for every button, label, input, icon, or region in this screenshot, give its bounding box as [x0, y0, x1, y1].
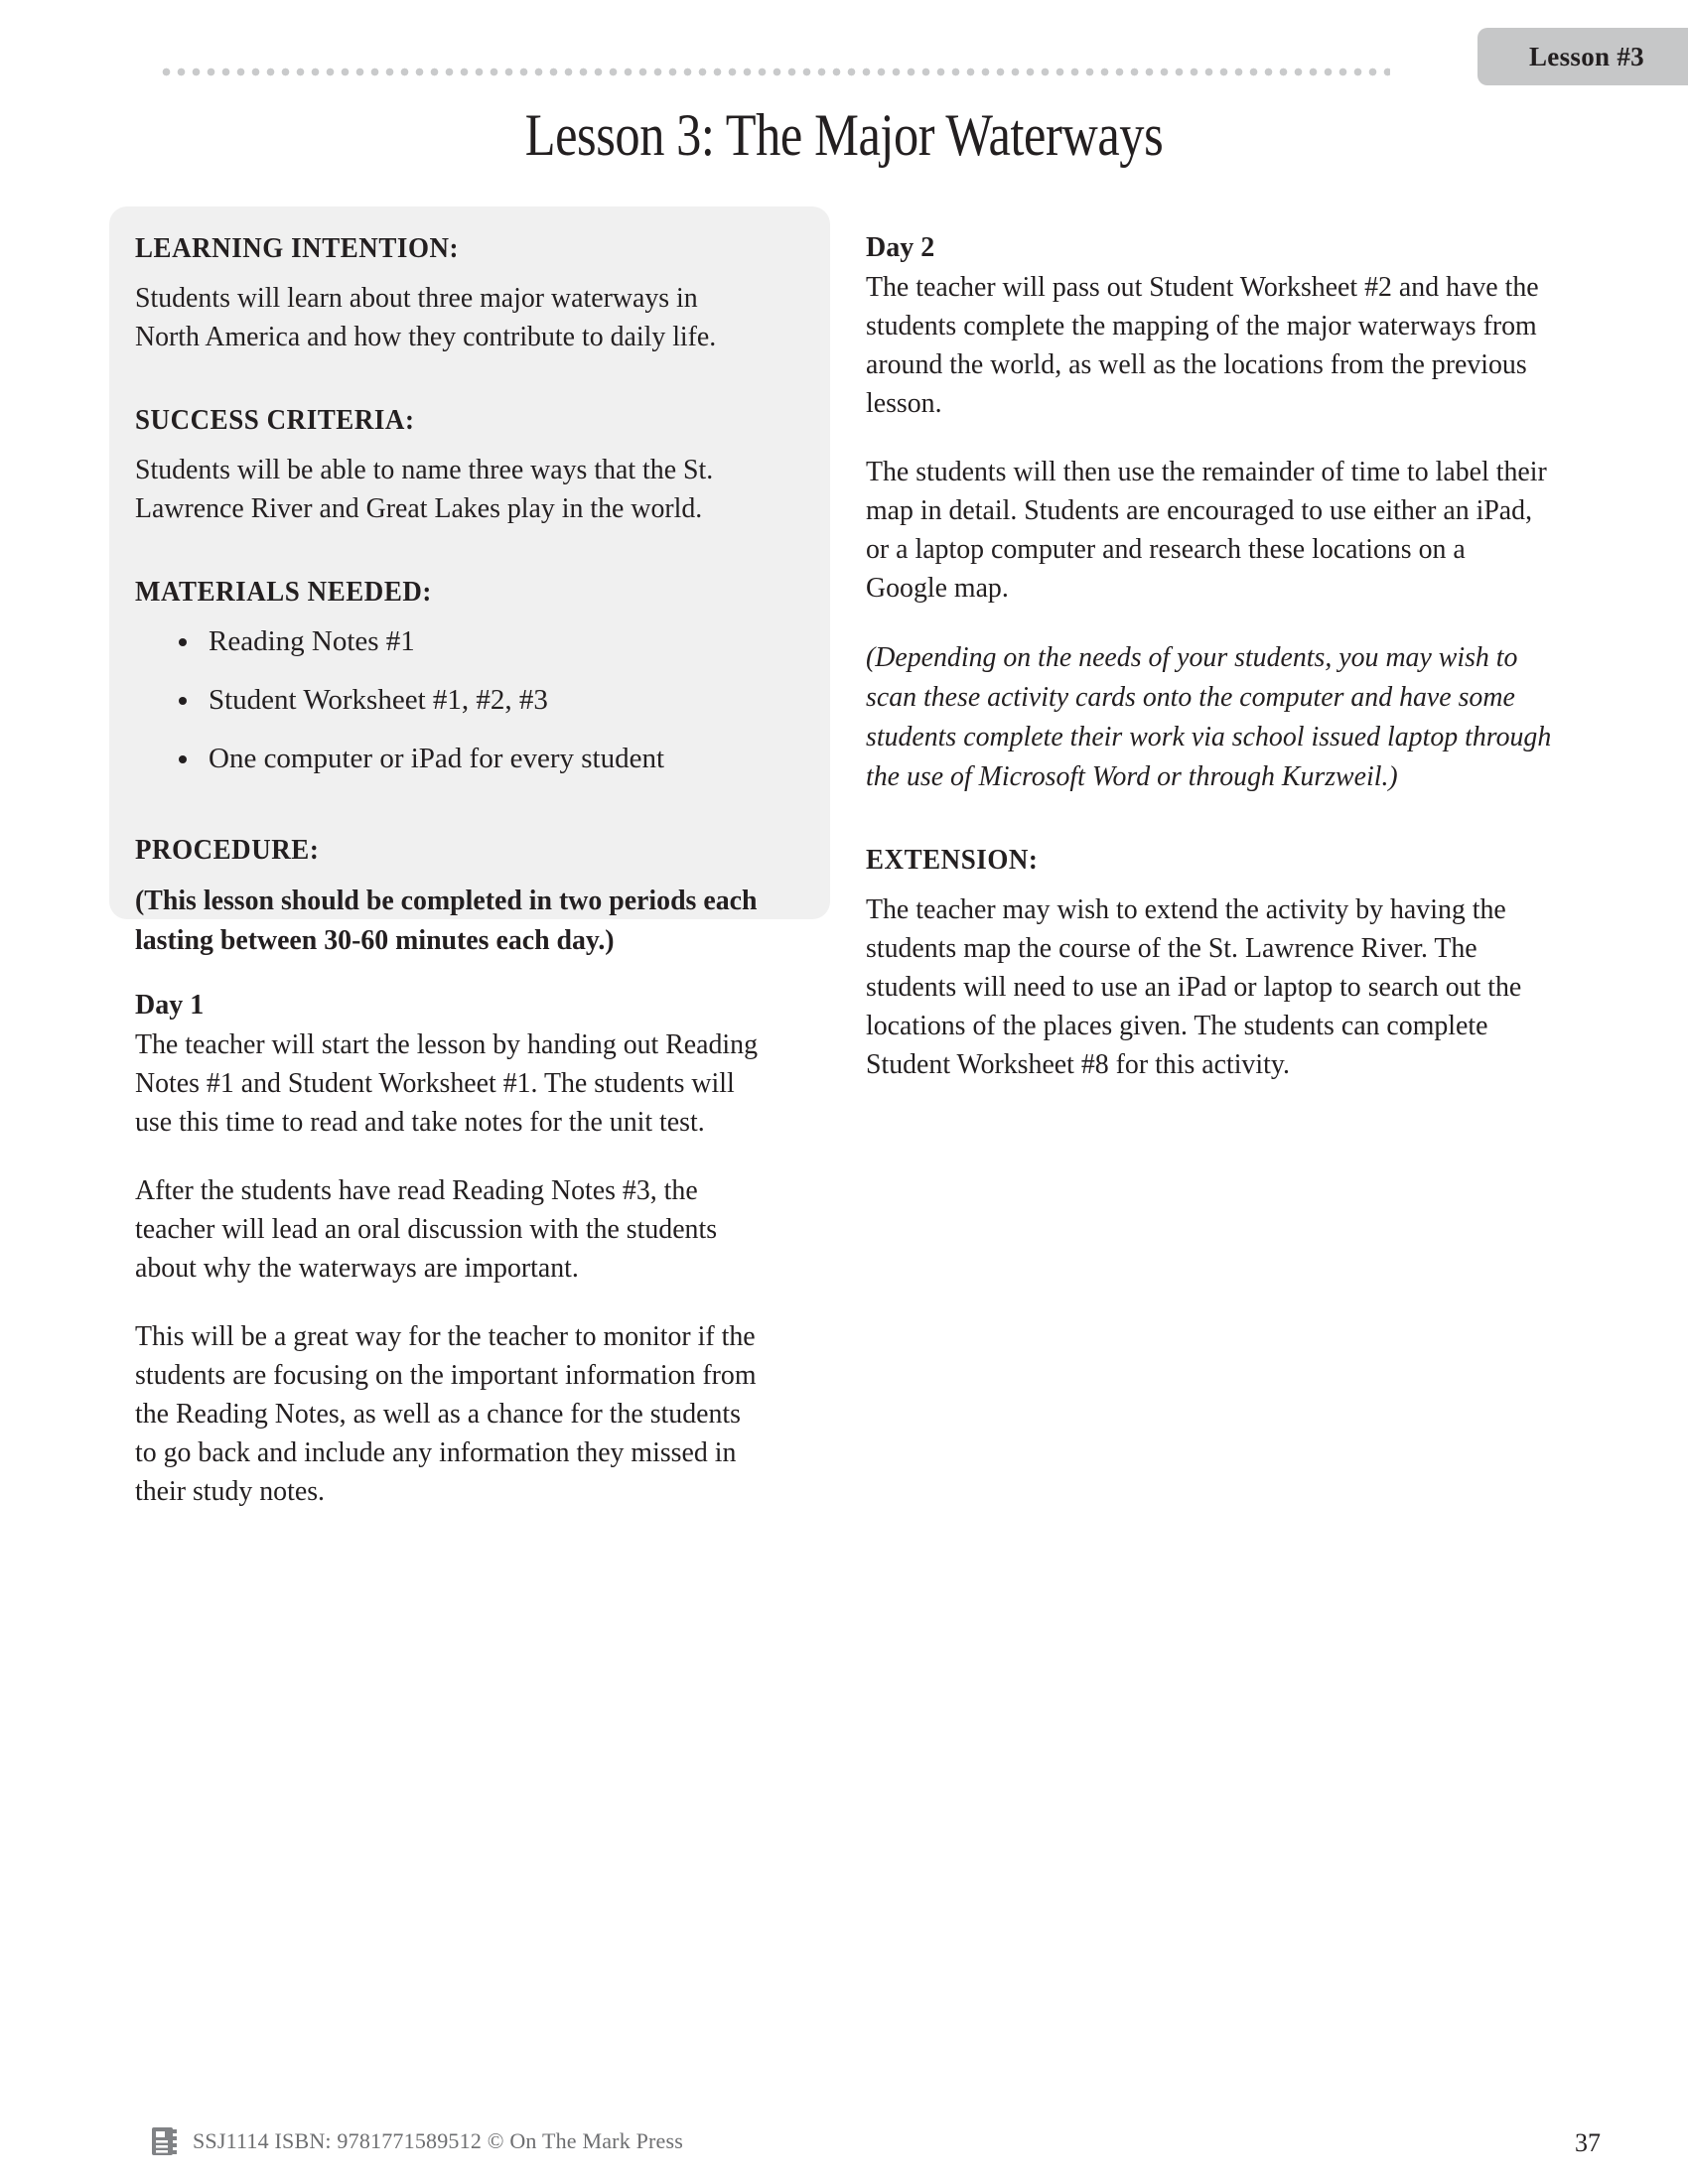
page-header	[0, 0, 1688, 109]
list-item: One computer or iPad for every student	[175, 740, 794, 777]
day1-paragraph-2: After the students have read Reading Notes #3, the teacher will lead an oral discussion with the students about why the waterways are important.	[135, 1174, 718, 1284]
procedure-note: (This lesson should be completed in two periods each lasting between 30-60 minutes each day.)	[135, 885, 758, 956]
dotted-rule	[159, 68, 1390, 76]
lesson-tab-label: Lesson #3	[1529, 41, 1644, 71]
learning-intention-text: Students will learn about three major waterways in North America and how they contribute to daily life.	[135, 282, 717, 352]
success-criteria-text: Students will be able to name three ways that the St. Lawrence River and Great Lakes play in the world.	[135, 454, 714, 524]
procedure-heading: PROCEDURE:	[135, 834, 320, 866]
day1-paragraph-3: This will be a great way for the teacher to monitor if the students are focusing on the important information from the Reading Notes, as well as a chance for the students to go back and include any information they missed in their study notes.	[135, 1320, 757, 1507]
procedure-section	[109, 834, 824, 1511]
extension-text: The teacher may wish to extend the activity by having the students map the course of the St. Lawrence River. The students will need to use an iPad or laptop to search out the locations of the places given. The students can complete Student Worksheet #8 for this activity.	[866, 893, 1522, 1080]
panel-content	[109, 206, 824, 777]
book-icon	[151, 2126, 179, 2156]
day2-paragraph-1: The teacher will pass out Student Worksheet #2 and have the students complete the mapping of the major waterways from around the world, as well as the locations from the previous lesson.	[866, 271, 1539, 419]
day2-paragraph-2: The students will then use the remainder of time to label their map in detail. Students are encouraged to use either an iPad, or a laptop computer and research these locations on a Google map.	[866, 456, 1547, 604]
right-column	[866, 206, 1581, 1114]
left-column	[109, 206, 824, 1541]
page-footer	[0, 2065, 1688, 2184]
page-number: 37	[1575, 2128, 1601, 2157]
day2-heading: Day 2	[866, 232, 935, 263]
day2-italic-note: (Depending on the needs of your students, you may wish to scan these activity cards onto the computer and have some students complete their work via school issued laptop through the use of Microsoft Word or through Kurzweil.)	[866, 641, 1552, 792]
footer-text: SSJ1114 ISBN: 9781771589512 © On The Mark Press	[193, 2128, 684, 2153]
list-item: Student Worksheet #1, #2, #3	[175, 681, 794, 719]
lesson-tab	[1477, 28, 1688, 85]
materials-needed-heading: MATERIALS NEEDED:	[135, 576, 432, 608]
day1-heading: Day 1	[135, 990, 205, 1021]
footer-imprint	[151, 2126, 683, 2156]
list-item: Reading Notes #1	[175, 622, 794, 660]
body-columns	[0, 206, 1688, 2013]
extension-heading: EXTENSION:	[866, 844, 1039, 876]
success-criteria-heading: SUCCESS CRITERIA:	[135, 404, 415, 436]
day1-paragraph-1: The teacher will start the lesson by handing out Reading Notes #1 and Student Worksheet #1. The students will use this time to read and take notes for the unit test.	[135, 1028, 759, 1138]
page-title: Lesson 3: The Major Waterways	[524, 102, 1164, 168]
learning-intention-heading: LEARNING INTENTION:	[135, 232, 460, 264]
materials-list	[135, 622, 794, 777]
